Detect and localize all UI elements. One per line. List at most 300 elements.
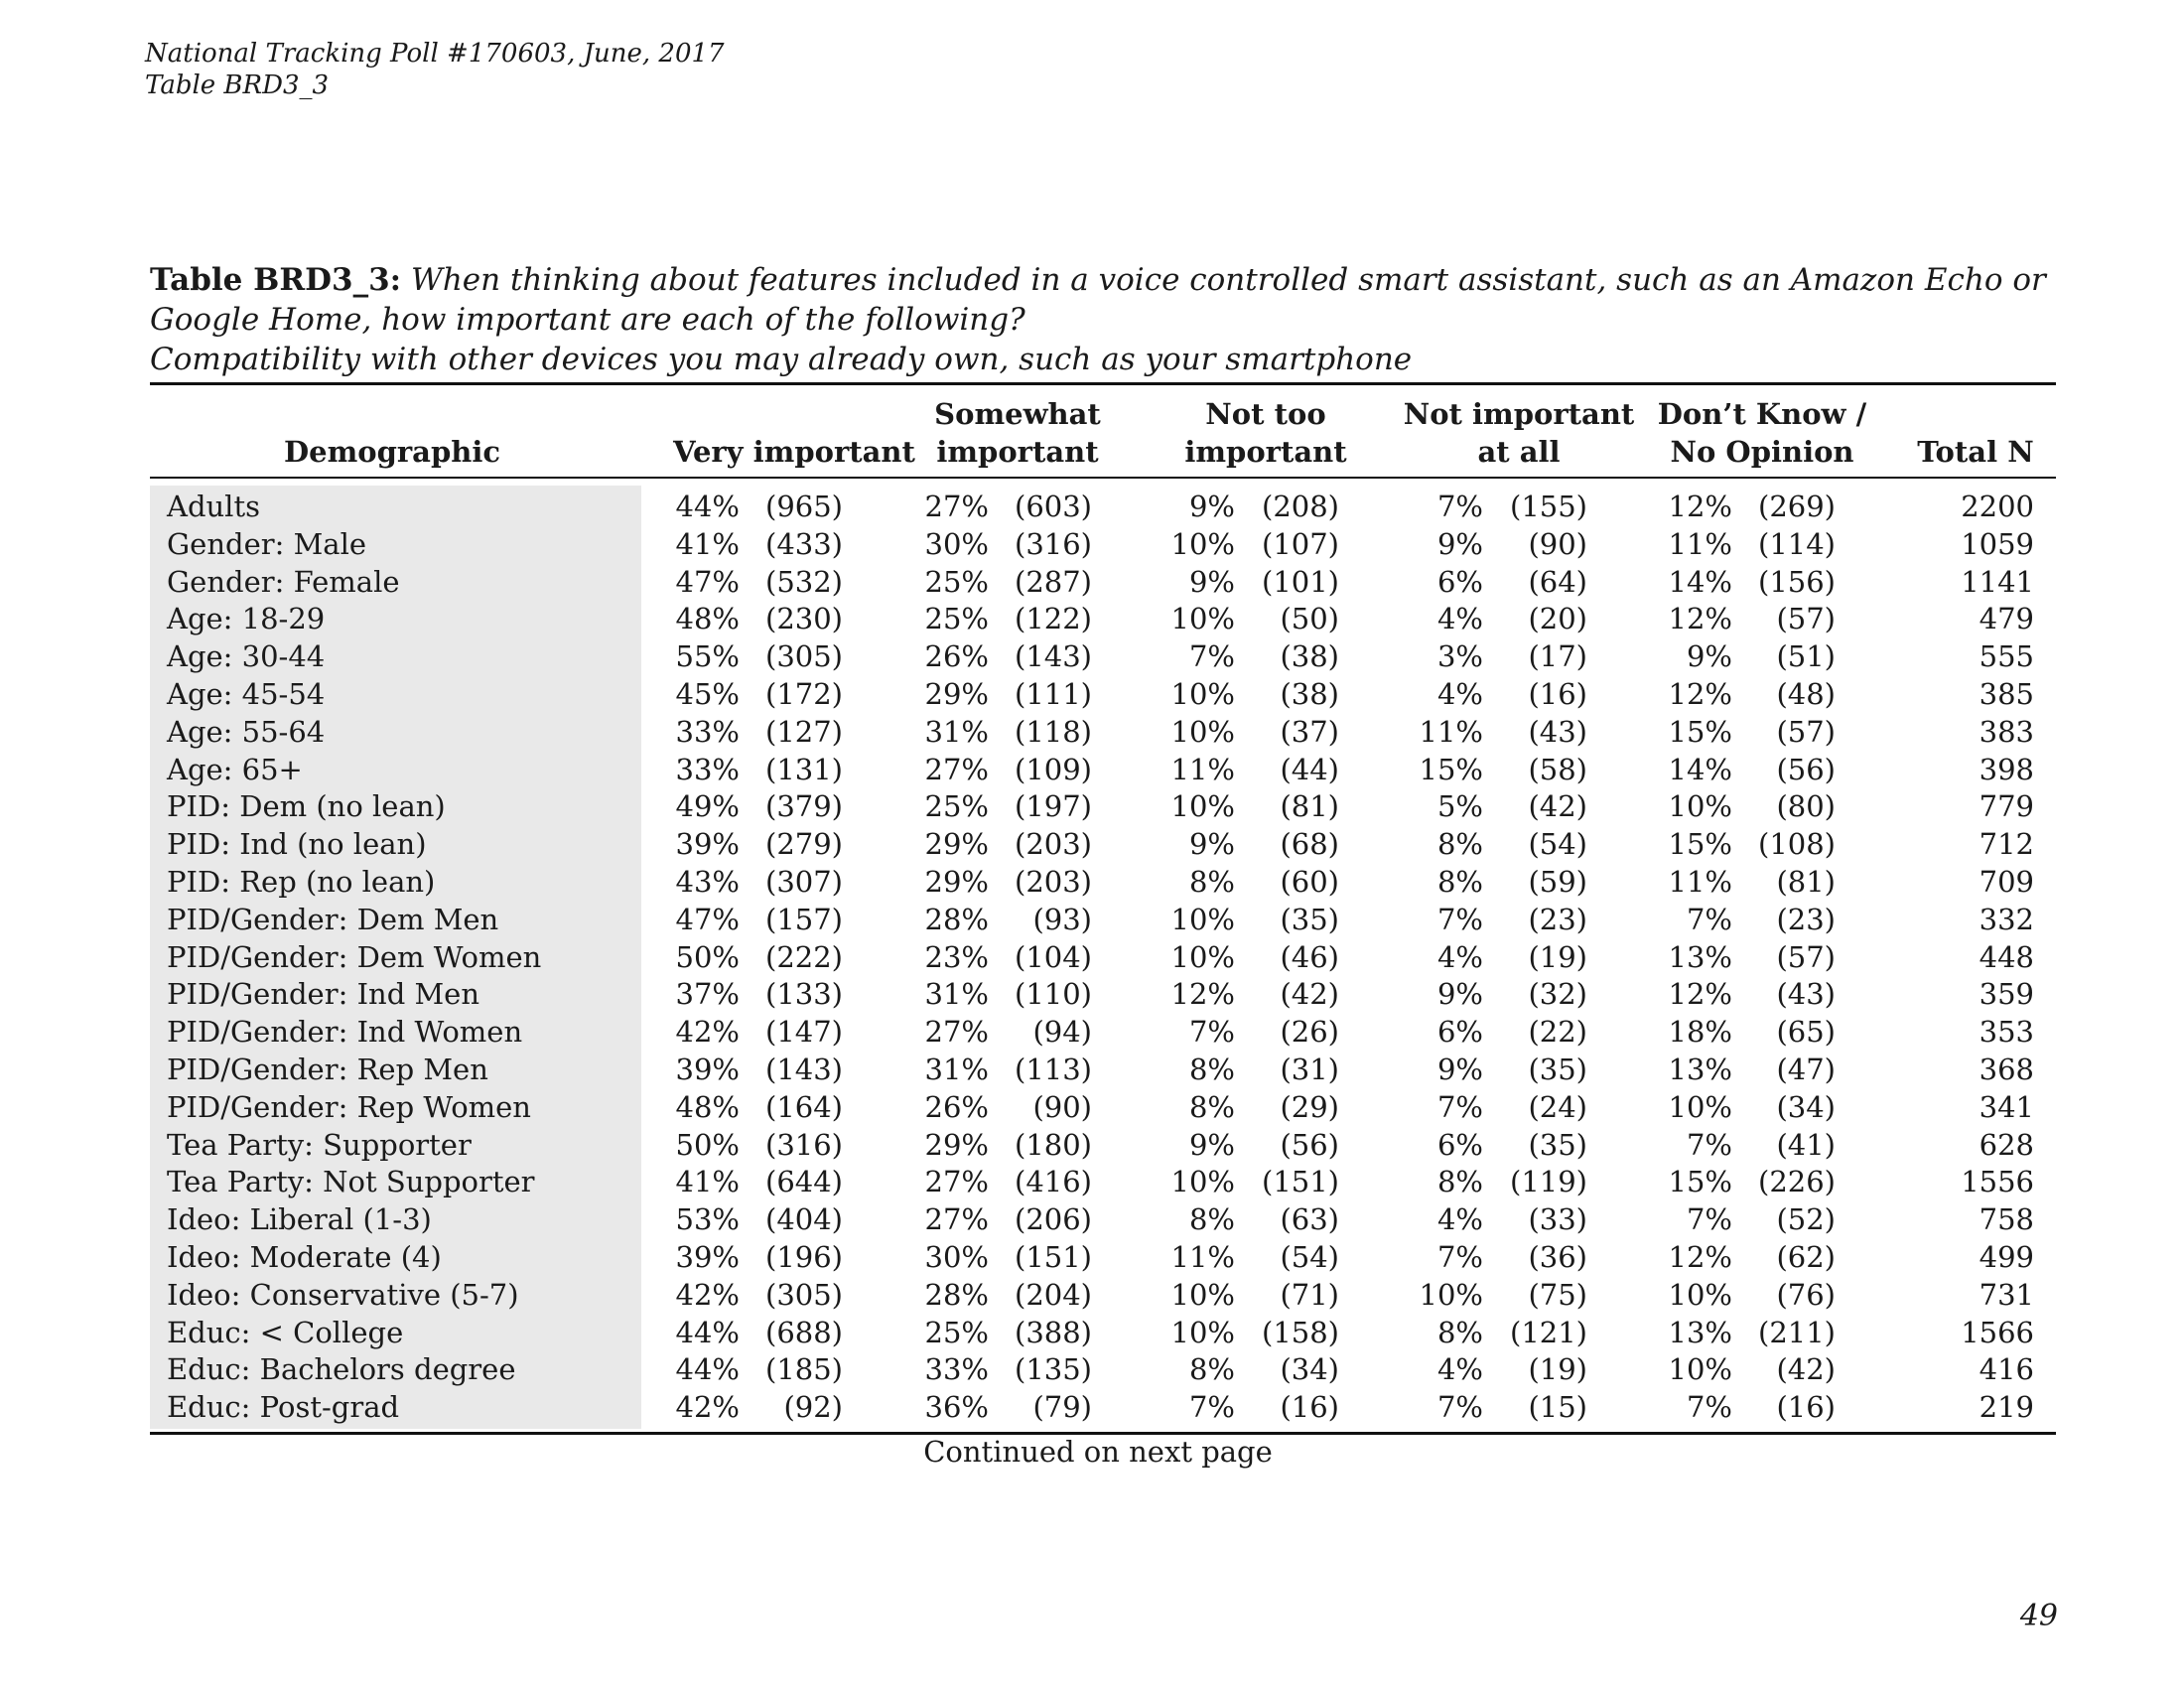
- cell-notatall-pct: 6%: [1436, 1015, 1483, 1050]
- cell-notatall-pct: 7%: [1436, 490, 1483, 523]
- cell-very-count: (157): [765, 902, 843, 936]
- cell-notatall-count: (15): [1528, 1390, 1587, 1425]
- cell-total-n: 341: [1979, 1089, 2034, 1124]
- cell-notatall-pct: 15%: [1419, 752, 1483, 786]
- cell-notatall-count: (54): [1528, 827, 1587, 862]
- table-caption: [150, 260, 2066, 379]
- cell-somewhat-count: (93): [1032, 902, 1092, 936]
- cell-very-pct: 39%: [675, 1053, 740, 1086]
- cell-nottoo-count: (71): [1280, 1277, 1339, 1312]
- row-demographic: Age: 45-54: [167, 677, 326, 711]
- cell-notatall-pct: 8%: [1436, 1315, 1483, 1349]
- cell-very-pct: 53%: [675, 1202, 740, 1237]
- cell-notatall-pct: 9%: [1436, 977, 1483, 1012]
- cell-somewhat-pct: 28%: [924, 902, 989, 936]
- table-row: [150, 1164, 2056, 1201]
- cell-notatall-pct: 7%: [1436, 1390, 1483, 1425]
- cell-notatall-pct: 7%: [1436, 902, 1483, 936]
- header-somewhat-line1: Somewhat: [934, 397, 1101, 431]
- cell-notatall-pct: 4%: [1436, 1202, 1483, 1237]
- cell-nottoo-pct: 12%: [1170, 977, 1235, 1012]
- cell-very-count: (965): [765, 490, 843, 523]
- cell-somewhat-count: (151): [1015, 1240, 1092, 1274]
- cell-dontknow-pct: 7%: [1686, 1127, 1732, 1162]
- cell-very-count: (230): [765, 602, 843, 636]
- row-demographic: PID/Gender: Dem Women: [167, 939, 542, 974]
- table-row: [150, 939, 2056, 977]
- header-not-important-at-all: [1400, 395, 1638, 471]
- cell-nottoo-count: (29): [1280, 1089, 1339, 1124]
- cell-dontknow-pct: 12%: [1668, 1240, 1732, 1274]
- header-somewhat-line2: important: [936, 435, 1099, 469]
- cell-notatall-count: (24): [1528, 1089, 1587, 1124]
- row-demographic: PID/Gender: Ind Women: [167, 1015, 523, 1050]
- cell-dontknow-count: (51): [1776, 639, 1836, 674]
- cell-total-n: 385: [1979, 677, 2034, 711]
- cell-notatall-count: (32): [1528, 977, 1587, 1012]
- cell-notatall-count: (17): [1528, 639, 1587, 674]
- row-demographic: PID/Gender: Ind Men: [167, 977, 480, 1012]
- cell-dontknow-count: (226): [1758, 1165, 1836, 1199]
- cell-dontknow-count: (57): [1776, 602, 1836, 636]
- cell-notatall-count: (121): [1510, 1315, 1587, 1349]
- cell-notatall-count: (64): [1528, 564, 1587, 599]
- cell-nottoo-pct: 10%: [1170, 902, 1235, 936]
- cell-very-pct: 50%: [675, 1127, 740, 1162]
- cell-dontknow-count: (57): [1776, 714, 1836, 749]
- cell-dontknow-count: (34): [1776, 1089, 1836, 1124]
- cell-nottoo-count: (38): [1280, 677, 1339, 711]
- table-row: [150, 1315, 2056, 1352]
- cell-nottoo-pct: 8%: [1188, 1053, 1235, 1086]
- cell-dontknow-count: (80): [1776, 789, 1836, 824]
- cell-nottoo-pct: 10%: [1170, 526, 1235, 561]
- cell-notatall-count: (43): [1528, 714, 1587, 749]
- cell-somewhat-count: (316): [1015, 526, 1092, 561]
- cell-nottoo-pct: 10%: [1170, 789, 1235, 824]
- cell-somewhat-pct: 30%: [924, 526, 989, 561]
- cell-somewhat-pct: 27%: [924, 752, 989, 786]
- cell-dontknow-count: (16): [1776, 1390, 1836, 1425]
- row-demographic: PID: Ind (no lean): [167, 827, 427, 862]
- cell-very-pct: 50%: [675, 939, 740, 974]
- cell-very-pct: 33%: [675, 752, 740, 786]
- cell-nottoo-count: (26): [1280, 1015, 1339, 1050]
- cell-somewhat-pct: 29%: [924, 865, 989, 899]
- cell-very-pct: 55%: [675, 639, 740, 674]
- cell-very-pct: 33%: [675, 714, 740, 749]
- cell-dontknow-count: (114): [1758, 526, 1836, 561]
- cell-notatall-count: (42): [1528, 789, 1587, 824]
- header-dont-know-line1: Don’t Know /: [1657, 397, 1867, 431]
- cell-total-n: 1059: [1961, 526, 2034, 561]
- cell-somewhat-pct: 25%: [924, 602, 989, 636]
- cell-somewhat-pct: 29%: [924, 1127, 989, 1162]
- cell-notatall-pct: 4%: [1436, 1352, 1483, 1387]
- cell-notatall-pct: 8%: [1436, 1165, 1483, 1199]
- cell-somewhat-count: (603): [1015, 490, 1092, 523]
- cell-somewhat-pct: 26%: [924, 639, 989, 674]
- cell-total-n: 368: [1979, 1053, 2034, 1086]
- cell-dontknow-count: (269): [1758, 490, 1836, 523]
- header-not-at-all-line1: Not important: [1403, 397, 1635, 431]
- cell-notatall-pct: 4%: [1436, 602, 1483, 636]
- row-demographic: PID: Rep (no lean): [167, 865, 436, 899]
- cell-total-n: 731: [1979, 1277, 2034, 1312]
- cell-nottoo-count: (158): [1262, 1315, 1339, 1349]
- page-number: 49: [2019, 1599, 2058, 1633]
- cell-very-pct: 42%: [675, 1015, 740, 1050]
- cell-nottoo-pct: 7%: [1188, 1015, 1235, 1050]
- cell-total-n: 1141: [1961, 564, 2034, 599]
- cell-total-n: 712: [1979, 827, 2034, 862]
- cell-nottoo-pct: 8%: [1188, 865, 1235, 899]
- cell-somewhat-pct: 30%: [924, 1240, 989, 1274]
- cell-very-count: (433): [765, 526, 843, 561]
- cell-notatall-pct: 6%: [1436, 1127, 1483, 1162]
- cell-somewhat-count: (388): [1015, 1315, 1092, 1349]
- cell-somewhat-count: (197): [1015, 789, 1092, 824]
- table-row: [150, 1089, 2056, 1127]
- cell-nottoo-count: (34): [1280, 1352, 1339, 1387]
- row-demographic: Gender: Female: [167, 564, 400, 599]
- cell-very-count: (131): [765, 752, 843, 786]
- cell-very-pct: 49%: [675, 789, 740, 824]
- table-row: [150, 1201, 2056, 1239]
- cell-somewhat-count: (110): [1015, 977, 1092, 1012]
- cell-nottoo-count: (68): [1280, 827, 1339, 862]
- cell-somewhat-pct: 25%: [924, 564, 989, 599]
- cell-notatall-count: (59): [1528, 865, 1587, 899]
- cell-nottoo-count: (151): [1262, 1165, 1339, 1199]
- cell-somewhat-count: (90): [1032, 1089, 1092, 1124]
- cell-somewhat-pct: 26%: [924, 1089, 989, 1124]
- cell-dontknow-pct: 15%: [1668, 827, 1732, 862]
- cell-somewhat-count: (206): [1015, 1202, 1092, 1237]
- cell-very-pct: 47%: [675, 902, 740, 936]
- row-demographic: Tea Party: Not Supporter: [167, 1165, 535, 1199]
- table-row: [150, 1014, 2056, 1052]
- cell-nottoo-pct: 8%: [1188, 1352, 1235, 1387]
- cell-notatall-count: (35): [1528, 1053, 1587, 1086]
- cell-dontknow-pct: 11%: [1668, 526, 1732, 561]
- cell-very-count: (147): [765, 1015, 843, 1050]
- cell-very-count: (644): [765, 1165, 843, 1199]
- cell-very-count: (305): [765, 639, 843, 674]
- cell-very-count: (379): [765, 789, 843, 824]
- cell-nottoo-pct: 9%: [1188, 827, 1235, 862]
- cell-very-pct: 45%: [675, 677, 740, 711]
- cell-notatall-pct: 10%: [1419, 1277, 1483, 1312]
- cell-nottoo-count: (54): [1280, 1240, 1339, 1274]
- cell-dontknow-count: (62): [1776, 1240, 1836, 1274]
- cell-somewhat-pct: 27%: [924, 1165, 989, 1199]
- row-demographic: Age: 65+: [167, 752, 303, 786]
- cell-notatall-count: (35): [1528, 1127, 1587, 1162]
- cell-dontknow-pct: 12%: [1668, 977, 1732, 1012]
- cell-somewhat-pct: 23%: [924, 939, 989, 974]
- cell-nottoo-count: (35): [1280, 902, 1339, 936]
- table-row: [150, 1127, 2056, 1165]
- cell-nottoo-pct: 10%: [1170, 677, 1235, 711]
- cell-somewhat-pct: 31%: [924, 1053, 989, 1086]
- table-row: [150, 902, 2056, 939]
- cell-dontknow-count: (47): [1776, 1053, 1836, 1086]
- cell-notatall-count: (23): [1528, 902, 1587, 936]
- table-row: [150, 601, 2056, 638]
- cell-somewhat-count: (113): [1015, 1053, 1092, 1086]
- cell-dontknow-count: (81): [1776, 865, 1836, 899]
- cell-notatall-count: (20): [1528, 602, 1587, 636]
- table-row: [150, 788, 2056, 826]
- cell-dontknow-count: (23): [1776, 902, 1836, 936]
- cell-nottoo-pct: 7%: [1188, 639, 1235, 674]
- table-row: [150, 1351, 2056, 1389]
- cell-somewhat-pct: 31%: [924, 977, 989, 1012]
- cell-very-pct: 48%: [675, 602, 740, 636]
- cell-dontknow-count: (57): [1776, 939, 1836, 974]
- cell-very-pct: 41%: [675, 1165, 740, 1199]
- cell-nottoo-pct: 11%: [1170, 1240, 1235, 1274]
- cell-notatall-pct: 5%: [1436, 789, 1483, 824]
- cell-very-pct: 44%: [675, 1352, 740, 1387]
- header-rule: [150, 477, 2056, 479]
- cell-dontknow-pct: 9%: [1686, 639, 1732, 674]
- continued-note: Continued on next page: [923, 1435, 1273, 1469]
- header-dont-know: [1648, 395, 1876, 471]
- cell-notatall-count: (119): [1510, 1165, 1587, 1199]
- cell-dontknow-count: (42): [1776, 1352, 1836, 1387]
- cell-notatall-pct: 4%: [1436, 677, 1483, 711]
- cell-total-n: 555: [1979, 639, 2034, 674]
- cell-nottoo-pct: 11%: [1170, 752, 1235, 786]
- cell-total-n: 353: [1979, 1015, 2034, 1050]
- table-top-rule: [150, 382, 2056, 385]
- cell-nottoo-pct: 9%: [1188, 490, 1235, 523]
- header-not-too-line1: Not too: [1205, 397, 1326, 431]
- cell-somewhat-pct: 36%: [924, 1390, 989, 1425]
- cell-very-pct: 39%: [675, 1240, 740, 1274]
- cell-very-pct: 44%: [675, 490, 740, 523]
- cell-somewhat-count: (109): [1015, 752, 1092, 786]
- cell-notatall-pct: 7%: [1436, 1240, 1483, 1274]
- header-somewhat-important: [913, 395, 1122, 471]
- cell-dontknow-pct: 10%: [1668, 1277, 1732, 1312]
- row-demographic: Ideo: Liberal (1-3): [167, 1202, 432, 1237]
- header-not-too-line2: important: [1184, 435, 1347, 469]
- table-row: [150, 864, 2056, 902]
- table-row: [150, 489, 2056, 526]
- caption-subtitle: Compatibility with other devices you may already own, such as your smartphone: [150, 342, 1413, 377]
- cell-somewhat-count: (122): [1015, 602, 1092, 636]
- caption-label: Table BRD3_3:: [150, 262, 402, 298]
- table-row: [150, 1389, 2056, 1427]
- cell-nottoo-pct: 10%: [1170, 1277, 1235, 1312]
- cell-nottoo-pct: 10%: [1170, 939, 1235, 974]
- cell-nottoo-count: (38): [1280, 639, 1339, 674]
- cell-dontknow-pct: 15%: [1668, 1165, 1732, 1199]
- cell-very-pct: 42%: [675, 1390, 740, 1425]
- cell-dontknow-count: (156): [1758, 564, 1836, 599]
- cell-dontknow-pct: 7%: [1686, 902, 1732, 936]
- cell-dontknow-pct: 12%: [1668, 677, 1732, 711]
- cell-total-n: 1566: [1961, 1315, 2034, 1349]
- cell-somewhat-count: (203): [1015, 827, 1092, 862]
- cell-total-n: 359: [1979, 977, 2034, 1012]
- cell-nottoo-count: (37): [1280, 714, 1339, 749]
- header-not-too-important: [1161, 395, 1370, 471]
- cell-dontknow-count: (65): [1776, 1015, 1836, 1050]
- cell-dontknow-pct: 12%: [1668, 490, 1732, 523]
- cell-dontknow-pct: 14%: [1668, 752, 1732, 786]
- cell-somewhat-pct: 31%: [924, 714, 989, 749]
- table-row: [150, 752, 2056, 789]
- cell-somewhat-count: (143): [1015, 639, 1092, 674]
- header-very-important: Very important: [673, 435, 915, 469]
- cell-nottoo-count: (81): [1280, 789, 1339, 824]
- cell-nottoo-pct: 10%: [1170, 602, 1235, 636]
- cell-somewhat-pct: 27%: [924, 1015, 989, 1050]
- cell-notatall-count: (75): [1528, 1277, 1587, 1312]
- cell-nottoo-count: (46): [1280, 939, 1339, 974]
- cell-dontknow-pct: 18%: [1668, 1015, 1732, 1050]
- cell-dontknow-pct: 13%: [1668, 1315, 1732, 1349]
- cell-somewhat-pct: 33%: [924, 1352, 989, 1387]
- cell-nottoo-count: (63): [1280, 1202, 1339, 1237]
- cell-somewhat-count: (180): [1015, 1127, 1092, 1162]
- cell-nottoo-count: (50): [1280, 602, 1339, 636]
- cell-somewhat-pct: 27%: [924, 1202, 989, 1237]
- running-head: [145, 38, 725, 101]
- cell-dontknow-count: (211): [1758, 1315, 1836, 1349]
- cell-somewhat-count: (111): [1015, 677, 1092, 711]
- caption-question: When thinking about features included in a voice controlled smart assistant, such as an Amazon Echo or Google Home, how important are each of the following?: [150, 262, 2046, 338]
- row-demographic: PID: Dem (no lean): [167, 789, 446, 824]
- row-demographic: Ideo: Moderate (4): [167, 1240, 442, 1274]
- cell-nottoo-count: (44): [1280, 752, 1339, 786]
- cell-notatall-count: (19): [1528, 1352, 1587, 1387]
- row-demographic: Adults: [167, 490, 260, 523]
- row-demographic: Educ: Post-grad: [167, 1390, 400, 1425]
- cell-very-pct: 42%: [675, 1277, 740, 1312]
- cell-very-pct: 47%: [675, 564, 740, 599]
- cell-total-n: 332: [1979, 902, 2034, 936]
- cell-somewhat-pct: 28%: [924, 1277, 989, 1312]
- cell-very-count: (532): [765, 564, 843, 599]
- cell-nottoo-pct: 8%: [1188, 1202, 1235, 1237]
- cell-very-count: (172): [765, 677, 843, 711]
- cell-notatall-count: (19): [1528, 939, 1587, 974]
- cell-total-n: 448: [1979, 939, 2034, 974]
- cell-nottoo-count: (16): [1280, 1390, 1339, 1425]
- table-row: [150, 826, 2056, 864]
- header-total-n: Total N: [1917, 435, 2034, 469]
- cell-very-count: (305): [765, 1277, 843, 1312]
- cell-notatall-count: (155): [1510, 490, 1587, 523]
- table-row: [150, 638, 2056, 676]
- cell-somewhat-count: (94): [1032, 1015, 1092, 1050]
- cell-very-count: (92): [783, 1390, 843, 1425]
- cell-very-count: (688): [765, 1315, 843, 1349]
- cell-dontknow-count: (108): [1758, 827, 1836, 862]
- cell-very-count: (164): [765, 1089, 843, 1124]
- cell-somewhat-count: (135): [1015, 1352, 1092, 1387]
- cell-very-count: (404): [765, 1202, 843, 1237]
- cell-total-n: 398: [1979, 752, 2034, 786]
- cell-total-n: 219: [1979, 1390, 2034, 1425]
- cell-total-n: 1556: [1961, 1165, 2034, 1199]
- cell-total-n: 383: [1979, 714, 2034, 749]
- table-row: [150, 1277, 2056, 1315]
- row-demographic: PID/Gender: Rep Women: [167, 1089, 531, 1124]
- table-row: [150, 1052, 2056, 1089]
- cell-total-n: 499: [1979, 1240, 2034, 1274]
- cell-dontknow-pct: 10%: [1668, 1089, 1732, 1124]
- cell-dontknow-count: (48): [1776, 677, 1836, 711]
- cell-dontknow-count: (56): [1776, 752, 1836, 786]
- cell-very-pct: 41%: [675, 526, 740, 561]
- cell-dontknow-count: (41): [1776, 1127, 1836, 1162]
- poll-title: National Tracking Poll #170603, June, 2017: [145, 39, 725, 69]
- cell-very-count: (316): [765, 1127, 843, 1162]
- cell-nottoo-count: (31): [1280, 1053, 1339, 1086]
- cell-notatall-pct: 7%: [1436, 1089, 1483, 1124]
- header-not-at-all-line2: at all: [1477, 435, 1561, 469]
- table-row: [150, 676, 2056, 714]
- cell-dontknow-pct: 15%: [1668, 714, 1732, 749]
- cell-notatall-pct: 8%: [1436, 827, 1483, 862]
- cell-notatall-count: (90): [1528, 526, 1587, 561]
- cell-nottoo-count: (60): [1280, 865, 1339, 899]
- cell-very-count: (196): [765, 1240, 843, 1274]
- cell-dontknow-pct: 13%: [1668, 1053, 1732, 1086]
- cell-total-n: 709: [1979, 865, 2034, 899]
- cell-dontknow-pct: 11%: [1668, 865, 1732, 899]
- cell-somewhat-count: (104): [1015, 939, 1092, 974]
- cell-total-n: 779: [1979, 789, 2034, 824]
- cell-notatall-count: (36): [1528, 1240, 1587, 1274]
- cell-total-n: 416: [1979, 1352, 2034, 1387]
- header-demographic: Demographic: [283, 435, 500, 469]
- cell-very-count: (222): [765, 939, 843, 974]
- cell-nottoo-count: (101): [1262, 564, 1339, 599]
- cell-very-count: (143): [765, 1053, 843, 1086]
- cell-very-pct: 37%: [675, 977, 740, 1012]
- cell-very-pct: 39%: [675, 827, 740, 862]
- cell-dontknow-pct: 12%: [1668, 602, 1732, 636]
- header-dont-know-line2: No Opinion: [1670, 435, 1854, 469]
- table-row: [150, 714, 2056, 752]
- cell-total-n: 2200: [1961, 490, 2034, 523]
- cell-nottoo-pct: 10%: [1170, 714, 1235, 749]
- cell-somewhat-count: (287): [1015, 564, 1092, 599]
- row-demographic: Tea Party: Supporter: [167, 1127, 472, 1162]
- cell-nottoo-pct: 10%: [1170, 1165, 1235, 1199]
- cell-somewhat-pct: 29%: [924, 677, 989, 711]
- cell-very-count: (185): [765, 1352, 843, 1387]
- table-id: Table BRD3_3: [145, 70, 330, 100]
- cell-dontknow-pct: 13%: [1668, 939, 1732, 974]
- row-demographic: Educ: Bachelors degree: [167, 1352, 516, 1387]
- cell-notatall-pct: 6%: [1436, 564, 1483, 599]
- cell-nottoo-count: (208): [1262, 490, 1339, 523]
- cell-somewhat-count: (118): [1015, 714, 1092, 749]
- cell-nottoo-pct: 9%: [1188, 564, 1235, 599]
- table-row: [150, 526, 2056, 564]
- cell-notatall-pct: 9%: [1436, 526, 1483, 561]
- cell-notatall-pct: 4%: [1436, 939, 1483, 974]
- cell-very-pct: 48%: [675, 1089, 740, 1124]
